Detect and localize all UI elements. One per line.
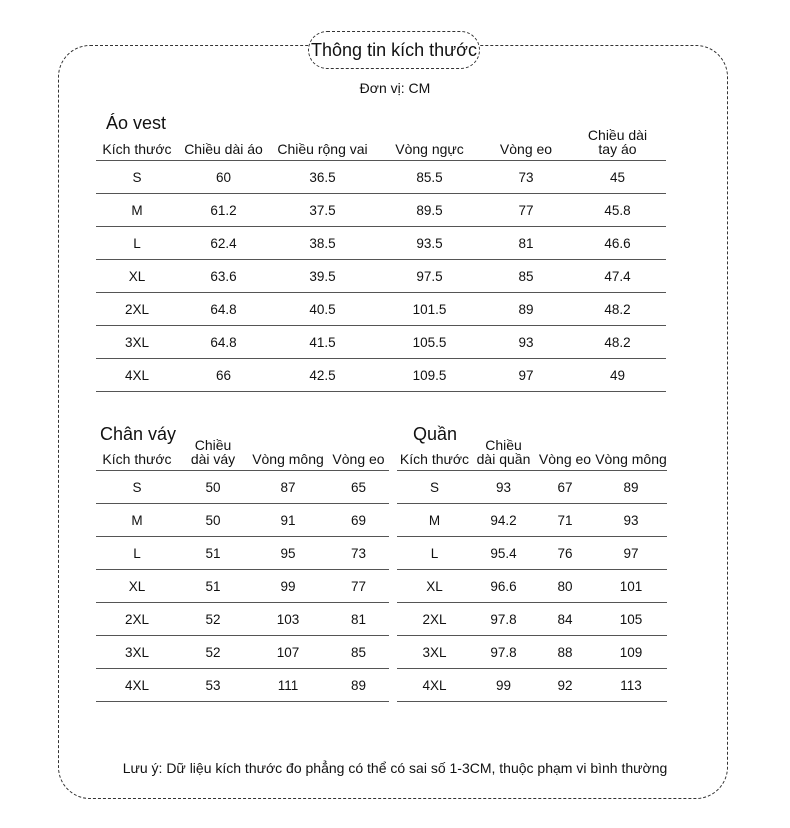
vest-cell: 61.2 — [178, 194, 269, 227]
vest-header: Vòng eo — [499, 141, 553, 157]
skirt-cell: 4XL — [96, 669, 178, 702]
skirt-cell: 52 — [178, 603, 248, 636]
skirt-cell: L — [96, 537, 178, 570]
pants-cell: 76 — [535, 537, 595, 570]
vest-table-row — [96, 161, 666, 194]
vest-cell: 64.8 — [178, 326, 269, 359]
pants-table-row — [397, 504, 667, 537]
pants-cell: L — [397, 537, 472, 570]
vest-cell: 3XL — [96, 326, 178, 359]
pants-cell: 80 — [535, 570, 595, 603]
vest-cell: 85.5 — [376, 161, 483, 194]
skirt-cell: 51 — [178, 570, 248, 603]
pants-cell: 94.2 — [472, 504, 535, 537]
pants-cell: 93 — [472, 471, 535, 504]
pants-table — [397, 438, 667, 702]
pants-table-row — [397, 471, 667, 504]
vest-cell: 109.5 — [376, 359, 483, 392]
vest-header: Kích thước — [102, 141, 172, 157]
skirt-table-row — [96, 603, 389, 636]
skirt-table-row — [96, 504, 389, 537]
vest-cell: 101.5 — [376, 293, 483, 326]
vest-cell: 105.5 — [376, 326, 483, 359]
vest-cell: 39.5 — [269, 260, 376, 293]
vest-header: Chiều dài tay áo — [587, 127, 648, 157]
pants-table-row — [397, 603, 667, 636]
skirt-cell: 85 — [328, 636, 389, 669]
vest-cell: 4XL — [96, 359, 178, 392]
skirt-table-row — [96, 570, 389, 603]
vest-cell: L — [96, 227, 178, 260]
vest-table-row — [96, 194, 666, 227]
vest-cell: 93.5 — [376, 227, 483, 260]
vest-table-row — [96, 227, 666, 260]
vest-cell: 36.5 — [269, 161, 376, 194]
skirt-cell: 50 — [178, 471, 248, 504]
vest-title: Áo vest — [106, 113, 167, 133]
pants-cell: 84 — [535, 603, 595, 636]
skirt-header: Vòng mông — [252, 451, 324, 467]
pants-cell: 109 — [595, 636, 667, 669]
skirt-cell: 107 — [248, 636, 328, 669]
pants-cell: XL — [397, 570, 472, 603]
pants-header: Chiều dài quần — [476, 437, 531, 467]
pants-title: Quần — [413, 424, 458, 444]
skirt-cell: 81 — [328, 603, 389, 636]
vest-cell: 48.2 — [569, 326, 666, 359]
skirt-cell: XL — [96, 570, 178, 603]
skirt-cell: M — [96, 504, 178, 537]
vest-header: Vòng ngực — [395, 141, 464, 157]
skirt-table-row — [96, 537, 389, 570]
pants-cell: 105 — [595, 603, 667, 636]
vest-table-row — [96, 260, 666, 293]
skirt-cell: 77 — [328, 570, 389, 603]
skirt-header-row — [96, 438, 389, 471]
vest-cell: 48.2 — [569, 293, 666, 326]
vest-table-row — [96, 293, 666, 326]
pants-cell: 99 — [472, 669, 535, 702]
pants-table-row — [397, 570, 667, 603]
skirt-cell: S — [96, 471, 178, 504]
pants-header: Kích thước — [399, 451, 470, 467]
skirt-cell: 50 — [178, 504, 248, 537]
skirt-title: Chân váy — [100, 424, 177, 444]
vest-cell: 97 — [483, 359, 569, 392]
vest-cell: 60 — [178, 161, 269, 194]
vest-cell: 47.4 — [569, 260, 666, 293]
skirt-table-row — [96, 471, 389, 504]
skirt-cell: 103 — [248, 603, 328, 636]
vest-cell: 37.5 — [269, 194, 376, 227]
pants-cell: 95.4 — [472, 537, 535, 570]
vest-cell: 46.6 — [569, 227, 666, 260]
vest-cell: XL — [96, 260, 178, 293]
skirt-header: Kích thước — [102, 451, 172, 467]
skirt-cell: 111 — [248, 669, 328, 702]
vest-cell: M — [96, 194, 178, 227]
pants-cell: 71 — [535, 504, 595, 537]
pants-cell: 3XL — [397, 636, 472, 669]
skirt-cell: 2XL — [96, 603, 178, 636]
vest-cell: 64.8 — [178, 293, 269, 326]
skirt-cell: 65 — [328, 471, 389, 504]
vest-table-row — [96, 326, 666, 359]
pants-cell: 88 — [535, 636, 595, 669]
pants-body — [397, 471, 667, 702]
page-title — [308, 31, 480, 69]
skirt-cell: 95 — [248, 537, 328, 570]
vest-cell: 2XL — [96, 293, 178, 326]
skirt-cell: 73 — [328, 537, 389, 570]
vest-cell: 45 — [569, 161, 666, 194]
skirt-cell: 51 — [178, 537, 248, 570]
vest-cell: 38.5 — [269, 227, 376, 260]
skirt-table-row — [96, 636, 389, 669]
vest-cell: 66 — [178, 359, 269, 392]
vest-cell: 89.5 — [376, 194, 483, 227]
vest-cell: 41.5 — [269, 326, 376, 359]
pants-cell: 97 — [595, 537, 667, 570]
pants-cell: 97.8 — [472, 603, 535, 636]
vest-cell: 77 — [483, 194, 569, 227]
vest-cell: 45.8 — [569, 194, 666, 227]
pants-cell: 96.6 — [472, 570, 535, 603]
pants-header-row — [397, 438, 667, 471]
pants-table-row — [397, 537, 667, 570]
vest-header: Chiều dài áo — [184, 141, 263, 157]
vest-cell: 73 — [483, 161, 569, 194]
vest-cell: 42.5 — [269, 359, 376, 392]
skirt-body — [96, 471, 389, 702]
pants-table-row — [397, 636, 667, 669]
skirt-cell: 69 — [328, 504, 389, 537]
vest-cell: 40.5 — [269, 293, 376, 326]
pants-cell: 92 — [535, 669, 595, 702]
skirt-cell: 89 — [328, 669, 389, 702]
vest-cell: 63.6 — [178, 260, 269, 293]
vest-header: Chiều rộng vai — [277, 141, 368, 157]
vest-cell: S — [96, 161, 178, 194]
pants-cell: 4XL — [397, 669, 472, 702]
pants-cell: 113 — [595, 669, 667, 702]
vest-cell: 81 — [483, 227, 569, 260]
skirt-cell: 3XL — [96, 636, 178, 669]
pants-cell: M — [397, 504, 472, 537]
vest-cell: 62.4 — [178, 227, 269, 260]
vest-cell: 85 — [483, 260, 569, 293]
skirt-table — [96, 438, 389, 702]
pants-cell: 67 — [535, 471, 595, 504]
skirt-cell: 87 — [248, 471, 328, 504]
skirt-cell: 91 — [248, 504, 328, 537]
skirt-header: Chiều dài váy — [190, 437, 236, 467]
skirt-cell: 52 — [178, 636, 248, 669]
vest-table — [96, 128, 666, 392]
vest-table-row — [96, 359, 666, 392]
vest-cell: 97.5 — [376, 260, 483, 293]
pants-header: Vòng eo — [538, 451, 592, 467]
skirt-cell: 99 — [248, 570, 328, 603]
skirt-table-row — [96, 669, 389, 702]
vest-cell: 89 — [483, 293, 569, 326]
skirt-header: Vòng eo — [332, 451, 385, 467]
pants-header: Vòng mông — [595, 451, 667, 467]
vest-cell: 49 — [569, 359, 666, 392]
pants-cell: 2XL — [397, 603, 472, 636]
page-title-text: Thông tin kích thước — [311, 39, 477, 60]
pants-cell: 93 — [595, 504, 667, 537]
vest-cell: 93 — [483, 326, 569, 359]
pants-cell: 97.8 — [472, 636, 535, 669]
pants-cell: 101 — [595, 570, 667, 603]
unit-label: Đơn vị: CM — [359, 80, 431, 96]
pants-cell: 89 — [595, 471, 667, 504]
pants-table-row — [397, 669, 667, 702]
pants-cell: S — [397, 471, 472, 504]
vest-body — [96, 161, 666, 392]
footnote: Lưu ý: Dữ liệu kích thước đo phẳng có thể có sai số 1-3CM, thuộc phạm vi bình thường — [122, 760, 668, 776]
skirt-cell: 53 — [178, 669, 248, 702]
vest-header-row — [96, 128, 666, 161]
